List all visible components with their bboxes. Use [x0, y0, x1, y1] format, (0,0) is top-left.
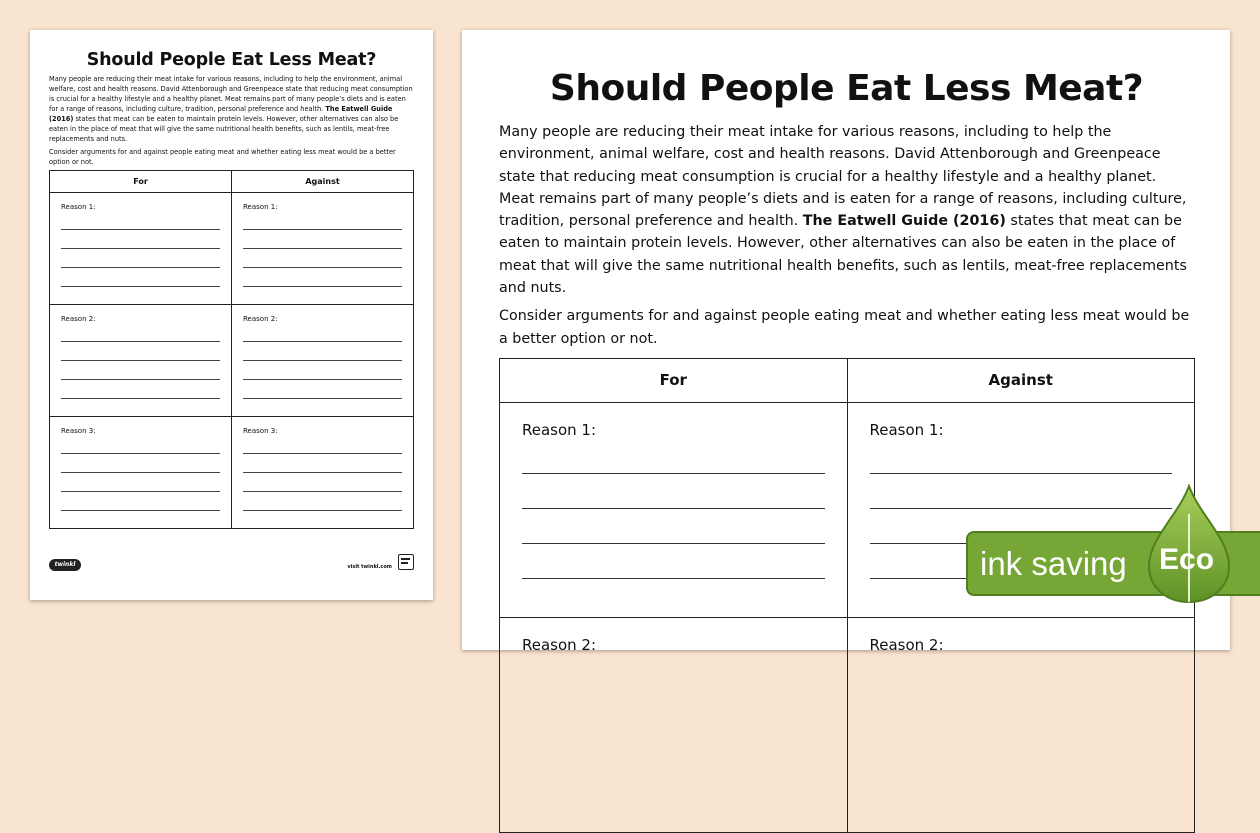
writing-line — [61, 479, 220, 492]
reason-label: Reason 3: — [61, 427, 96, 435]
writing-line — [522, 451, 825, 474]
footer-url: visit twinkl.com — [347, 564, 392, 570]
worksheet-footer — [49, 554, 414, 578]
reason-label: Reason 1: — [522, 420, 597, 439]
writing-line — [243, 498, 402, 511]
writing-line — [243, 367, 402, 380]
writing-line — [870, 486, 1173, 509]
checked-icon — [398, 554, 414, 570]
twinkl-logo: twinkl — [49, 559, 81, 571]
writing-line — [243, 479, 402, 492]
writing-line — [243, 441, 402, 454]
reason-label: Reason 3: — [243, 427, 278, 435]
for-reason-cell[interactable] — [500, 617, 848, 832]
writing-line — [61, 348, 220, 361]
writing-line — [61, 498, 220, 511]
worksheet-thumbnail — [30, 30, 433, 600]
writing-line — [243, 255, 402, 268]
intro-paragraph: Many people are reducing their meat intake for various reasons, including to help the environment, animal welfare, cost and health reasons. David Attenborough and Greenpeace state that reducing meat consumption is crucial for a healthy lifestyle and a healthy planet. Meat remains part of many people’s diets and is eaten for a range of reasons, including culture, tradition, personal preference and health. The Eatwell Guide (2016) states that meat can be eaten to maintain protein levels. However, other alternatives can also be eaten in the place of meat that will give the same nutritional health benefits, such as lentils, meat-free replacements and nuts. — [499, 124, 1187, 297]
writing-line — [61, 329, 220, 342]
writing-line — [243, 329, 402, 342]
instruction-paragraph: Consider arguments for and against people eating meat and whether eating less meat would be a better option or not. — [499, 308, 1190, 347]
reason-label: Reason 1: — [869, 420, 944, 439]
writing-line — [61, 217, 220, 230]
writing-line — [243, 460, 402, 473]
writing-line — [870, 451, 1173, 474]
for-header: For — [500, 358, 848, 402]
for-header: For — [50, 171, 232, 193]
for-against-table — [49, 170, 414, 529]
writing-line — [243, 386, 402, 399]
writing-line — [61, 236, 220, 249]
against-reason-cell[interactable] — [232, 417, 414, 529]
reason-label: Reason 1: — [243, 203, 278, 211]
writing-line — [61, 441, 220, 454]
reason-label: Reason 2: — [869, 635, 944, 654]
against-reason-cell[interactable] — [232, 305, 414, 417]
writing-line — [61, 274, 220, 287]
reason-label: Reason 2: — [522, 635, 597, 654]
for-reason-cell[interactable] — [50, 193, 232, 305]
writing-line — [243, 348, 402, 361]
writing-line — [243, 236, 402, 249]
worksheet-title: Should People Eat Less Meat? — [549, 68, 1144, 109]
for-reason-cell[interactable] — [50, 417, 232, 529]
writing-line — [243, 274, 402, 287]
writing-line — [522, 556, 825, 579]
writing-line — [522, 486, 825, 509]
writing-line — [61, 255, 220, 268]
against-header: Against — [847, 358, 1195, 402]
eco-label: Eco — [1159, 543, 1215, 576]
writing-line — [61, 460, 220, 473]
reason-label: Reason 2: — [243, 315, 278, 323]
reason-label: Reason 1: — [61, 203, 96, 211]
writing-line — [243, 217, 402, 230]
writing-line — [522, 521, 825, 544]
against-reason-cell[interactable] — [847, 617, 1195, 832]
writing-line — [61, 386, 220, 399]
for-reason-cell[interactable] — [500, 402, 848, 617]
worksheet-title: Should People Eat Less Meat? — [86, 50, 377, 70]
instruction-paragraph: Consider arguments for and against people eating meat and whether eating less meat would be a better option or not. — [49, 148, 396, 166]
reason-label: Reason 2: — [61, 315, 96, 323]
against-header: Against — [232, 171, 414, 193]
for-reason-cell[interactable] — [50, 305, 232, 417]
ink-saving-text: ink saving — [980, 545, 1127, 582]
against-reason-cell[interactable] — [232, 193, 414, 305]
writing-line — [61, 367, 220, 380]
intro-paragraph: Many people are reducing their meat intake for various reasons, including to help the environment, animal welfare, cost and health reasons. David Attenborough and Greenpeace state that reducing meat consumption is crucial for a healthy lifestyle and a healthy planet. Meat remains part of many people’s diets and is eaten for a range of reasons, including culture, tradition, personal preference and health. The Eatwell Guide (2016) states that meat can be eaten to maintain protein levels. However, other alternatives can also be eaten in the place of meat that will give the same nutritional health benefits, such as lentils, meat-free replacements and nuts. — [49, 75, 413, 143]
